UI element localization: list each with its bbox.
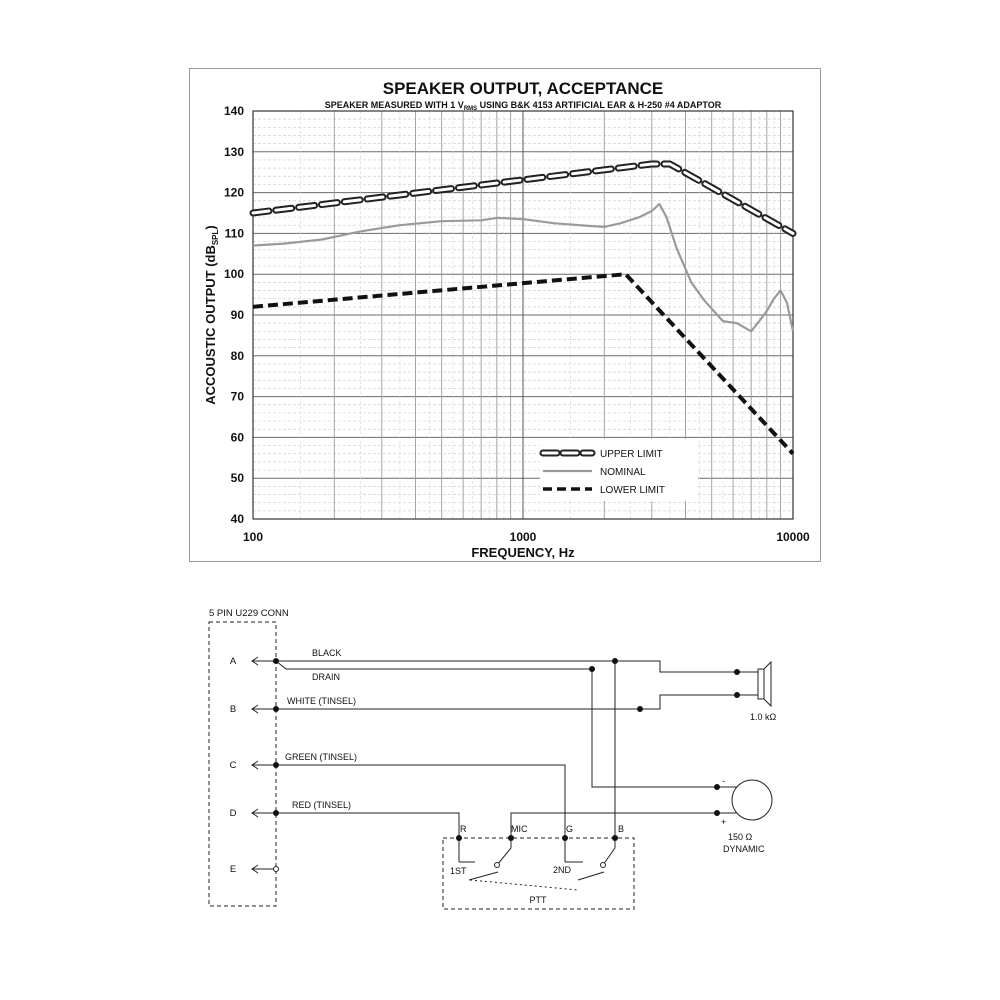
legend-upper-limit: UPPER LIMIT [600,449,663,460]
y-tick-label: 40 [230,512,244,526]
chart-grid [253,111,793,519]
microphone-icon [732,780,772,820]
y-tick-label: 120 [223,185,244,200]
y-tick-label: 90 [230,308,244,322]
switch-second-label: 2ND [553,865,572,875]
connector-title: 5 PIN U229 CONN [209,608,289,619]
y-tick-label: 60 [230,430,244,445]
chart-subtitle: SPEAKER MEASURED WITH 1 $V_{RMS}$ USING B&K 4153 ARTIFICIAL EAR & H-250 #4 ADAPTOR [324,100,722,112]
x-tick-label: 1000 [509,530,537,544]
speaker-icon [758,662,771,706]
contact-g: G [566,824,574,834]
wire-label-red: RED (TINSEL) [292,800,352,810]
pin-label-e: E [229,864,237,875]
y-tick-label: 70 [230,389,244,404]
chart-frame [189,68,821,562]
y-tick-label: 100 [223,267,244,282]
speaker-impedance: 1.0 kΩ [750,712,777,722]
pin-e-open [274,867,279,872]
y-tick-label: 110 [224,226,244,241]
legend-lower-limit: LOWER LIMIT [600,485,666,496]
connector-box [209,622,276,906]
x-tick-label: 10000 [776,530,810,544]
contact-mic: MIC [511,824,528,834]
chart-title: SPEAKER OUTPUT, ACCEPTANCE [382,79,664,98]
x-tick-label: 100 [242,530,264,544]
mic-impedance: 150 Ω [728,832,753,842]
pin-label-a: A [229,656,237,667]
pin-arrows [252,657,276,873]
pin-label-b: B [229,704,237,715]
mic-type: DYNAMIC [723,844,765,854]
y-tick-label: 50 [230,471,244,486]
wires [276,661,758,890]
mic-plus: + [721,817,727,827]
ptt-switch-box [443,838,634,909]
switch-first-label: 1ST [450,866,467,876]
contact-r: R [460,824,467,834]
junction-dots [273,658,740,841]
x-axis-label: FREQUENCY, Hz [471,545,575,560]
switch-pivot-1 [495,863,500,868]
wire-label-white: WHITE (TINSEL) [287,696,356,706]
switch-pivot-2 [601,863,606,868]
y-tick-label: 140 [223,104,244,118]
pin-label-c: C [229,760,237,771]
y-tick-label: 80 [230,348,244,363]
y-tick-label: 130 [223,144,244,159]
wire-label-green: GREEN (TINSEL) [285,752,358,762]
chart-legend [540,439,698,501]
wire-label-black: BLACK [312,648,342,658]
y-axis-label: ACCOUSTIC OUTPUT $(dB_{SPL})$ [203,225,220,405]
contact-b: B [618,824,625,834]
wire-label-drain: DRAIN [312,672,341,682]
ptt-label: PTT [529,895,547,905]
mic-minus: - [722,776,725,786]
legend-nominal: NOMINAL [600,467,646,478]
chart-svg [190,69,820,561]
pin-label-d: D [229,808,237,819]
